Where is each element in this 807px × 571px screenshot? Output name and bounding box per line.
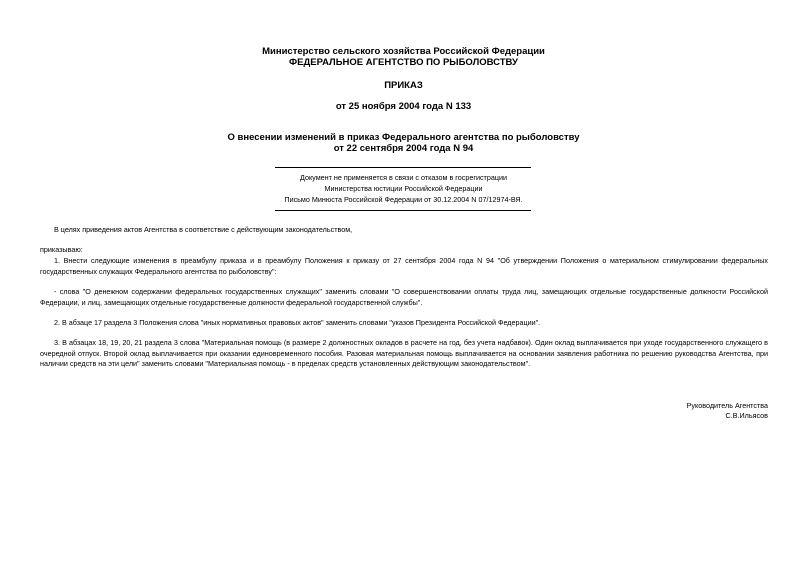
note-line2: Министерства юстиции Российской Федерации [324, 184, 483, 193]
item1-sub-paragraph: - слова "О денежном содержании федеральных государственных служащих" заменить словами "О совершенствовании оплаты труда лиц, замещающих отдельные государственные должности Российской Федерации, и лиц, замещающих отдельные государственные должности федеральной государственной службы". [40, 287, 768, 307]
signature-position: Руководитель Агентства [686, 401, 768, 410]
signature-name: С.В.Ильясов [725, 411, 768, 420]
item1-paragraph: 1. Внести следующие изменения в преамбулу приказа и в преамбулу Положения к приказу от 27 сентября 2004 года N 94 "Об утверждении Положения о материальном стимулировании федеральных государственных служащих Федерального агентства по рыболовству": [40, 256, 768, 276]
note-line3: Письмо Минюста Российской Федерации от 30.12.2004 N 07/12974-ВЯ. [284, 195, 523, 204]
ministry-name: Министерство сельского хозяйства Российской Федерации [262, 46, 545, 57]
doc-title-line1: О внесении изменений в приказ Федерального агентства по рыболовству [227, 132, 580, 143]
item3-paragraph: 3. В абзацах 18, 19, 20, 21 раздела 3 слова "Материальная помощь (в размере 2 должностных окладов в расчете на год, без учета надбавок). Один оклад выплачивается при уходе государственного служащего в очередной отпуск. Второй оклад выплачивается при оказании единовременного пособия. Разовая материальная помощь выплачивается на основании заявления работника по решению руководства Агентства, при наличии средств на эти цели" заменить словами "Материальная помощь - в пределах средств установленных действующим законодательством". [40, 338, 768, 368]
note-bottom-rule [275, 210, 531, 211]
preamble-paragraph: В целях приведения актов Агентства в соответствие с действующим законодательством, [54, 225, 353, 234]
doc-date: от 25 ноября 2004 года N 133 [335, 101, 472, 112]
order-word: приказываю: [40, 245, 83, 254]
doc-title-line2: от 22 сентября 2004 года N 94 [333, 143, 474, 154]
note-top-rule [275, 167, 531, 168]
item2-paragraph: 2. В абзаце 17 раздела 3 Положения слова "иных нормативных правовых актов" заменить словами "указов Президента Российской Федерации". [54, 318, 541, 327]
note-line1: Документ не применяется в связи с отказом в госрегистрации [300, 173, 507, 182]
doc-type: ПРИКАЗ [384, 80, 423, 91]
agency-name: ФЕДЕРАЛЬНОЕ АГЕНТСТВО ПО РЫБОЛОВСТВУ [289, 57, 518, 68]
